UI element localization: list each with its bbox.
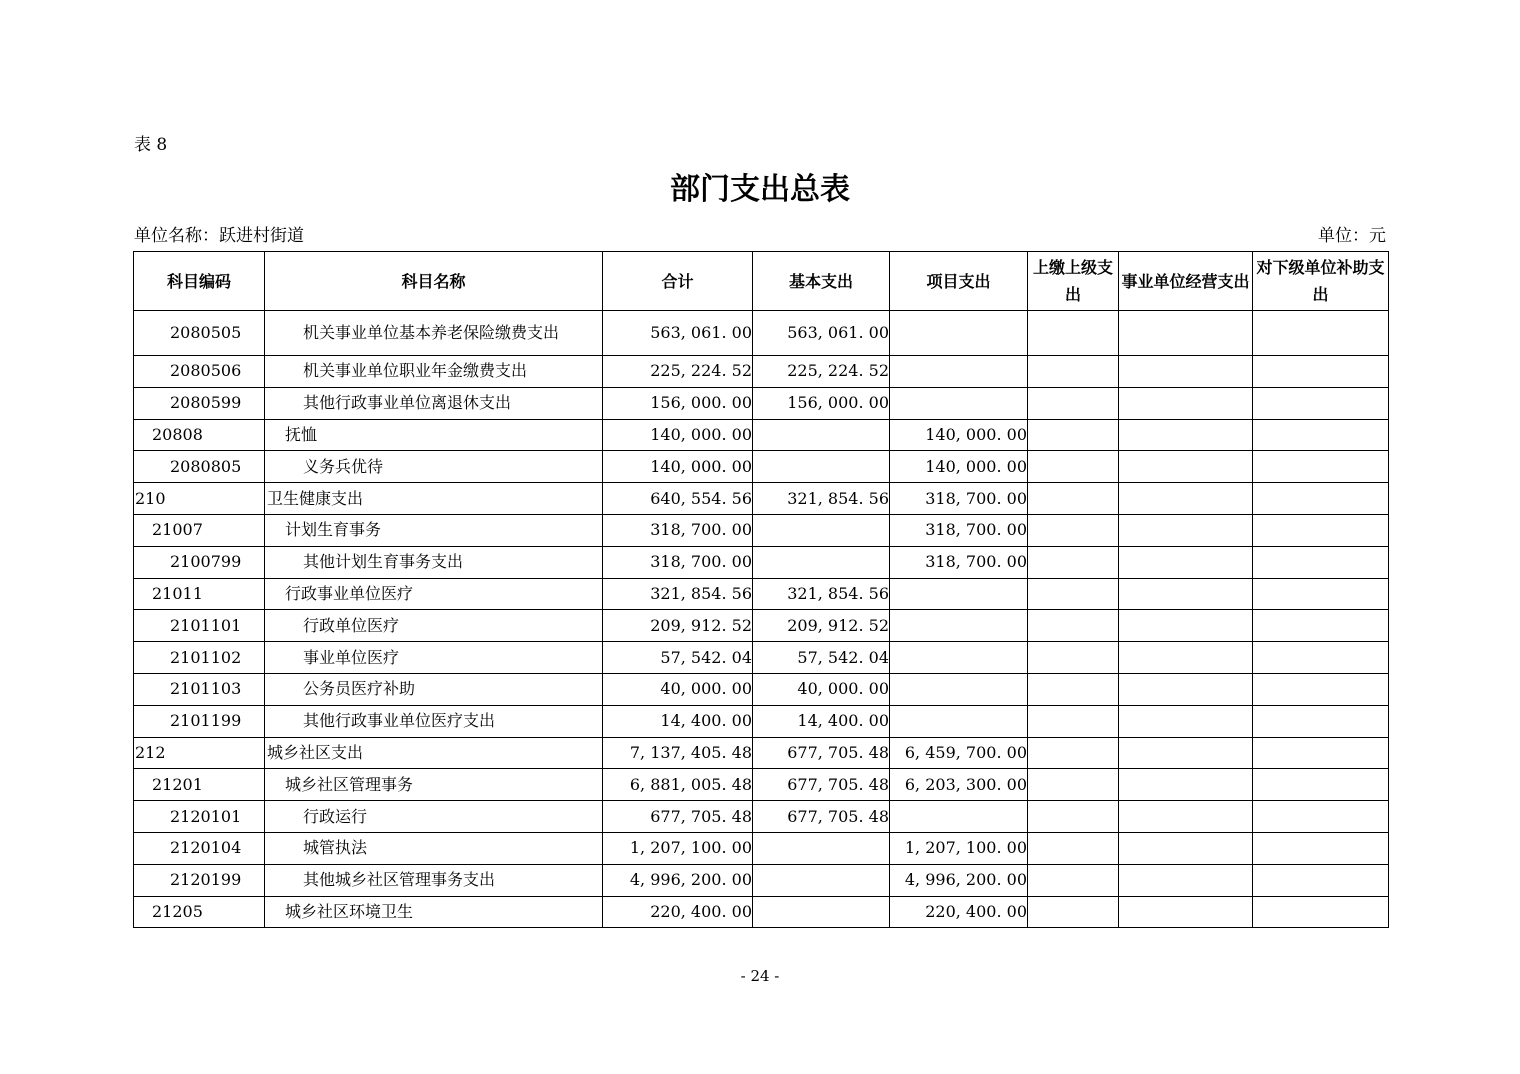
- cell-business: [1119, 356, 1253, 388]
- table-row: [134, 546, 1389, 578]
- cell-total: 4, 996, 200. 00: [603, 864, 753, 896]
- cell-total: 563, 061. 00: [603, 311, 753, 356]
- cell-name: 公务员医疗补助: [265, 673, 603, 705]
- cell-basic: [753, 419, 890, 451]
- cell-total: 1, 207, 100. 00: [603, 832, 753, 864]
- cell-name: 事业单位医疗: [265, 642, 603, 674]
- table-row: [134, 610, 1389, 642]
- page-title: 部门支出总表: [670, 172, 850, 207]
- cell-subsidy: [1253, 673, 1389, 705]
- table-row: [134, 514, 1389, 546]
- cell-total: 209, 912. 52: [603, 610, 753, 642]
- cell-upper: [1028, 705, 1119, 737]
- cell-basic: 57, 542. 04: [753, 642, 890, 674]
- cell-upper: [1028, 864, 1119, 896]
- cell-upper: [1028, 673, 1119, 705]
- cell-upper: [1028, 311, 1119, 356]
- cell-project: 318, 700. 00: [890, 546, 1028, 578]
- cell-total: 321, 854. 56: [603, 578, 753, 610]
- cell-name: 行政单位医疗: [265, 610, 603, 642]
- cell-business: [1119, 737, 1253, 769]
- cell-project: 6, 203, 300. 00: [890, 769, 1028, 801]
- cell-code: 212: [134, 737, 265, 769]
- cell-name: 城乡社区支出: [265, 737, 603, 769]
- cell-basic: 563, 061. 00: [753, 311, 890, 356]
- table-row: [134, 673, 1389, 705]
- cell-upper: [1028, 514, 1119, 546]
- table-row: [134, 896, 1389, 928]
- table-row: [134, 451, 1389, 483]
- cell-project: 4, 996, 200. 00: [890, 864, 1028, 896]
- cell-project: 6, 459, 700. 00: [890, 737, 1028, 769]
- cell-business: [1119, 769, 1253, 801]
- cell-total: 640, 554. 56: [603, 483, 753, 515]
- cell-project: 318, 700. 00: [890, 483, 1028, 515]
- cell-project: [890, 642, 1028, 674]
- table-label: 表 8: [134, 135, 168, 155]
- cell-subsidy: [1253, 864, 1389, 896]
- header-basic: 基本支出: [753, 252, 890, 311]
- unit-name: 单位名称：跃进村街道: [134, 226, 304, 246]
- cell-basic: 321, 854. 56: [753, 578, 890, 610]
- meta-row: [134, 224, 1386, 248]
- cell-business: [1119, 483, 1253, 515]
- cell-subsidy: [1253, 514, 1389, 546]
- table-row: [134, 737, 1389, 769]
- cell-code: 2080599: [134, 387, 265, 419]
- cell-upper: [1028, 387, 1119, 419]
- cell-code: 2120199: [134, 864, 265, 896]
- cell-total: 318, 700. 00: [603, 546, 753, 578]
- cell-basic: 209, 912. 52: [753, 610, 890, 642]
- cell-business: [1119, 705, 1253, 737]
- cell-code: 2101199: [134, 705, 265, 737]
- cell-business: [1119, 832, 1253, 864]
- cell-basic: 14, 400. 00: [753, 705, 890, 737]
- table-row: [134, 356, 1389, 388]
- cell-name: 计划生育事务: [265, 514, 603, 546]
- table-row: [134, 311, 1389, 356]
- cell-total: 318, 700. 00: [603, 514, 753, 546]
- cell-upper: [1028, 769, 1119, 801]
- header-subsidy: 对下级单位补助支出: [1253, 252, 1389, 311]
- cell-upper: [1028, 578, 1119, 610]
- cell-name: 其他计划生育事务支出: [265, 546, 603, 578]
- cell-subsidy: [1253, 578, 1389, 610]
- cell-business: [1119, 311, 1253, 356]
- cell-code: 2120101: [134, 801, 265, 833]
- cell-upper: [1028, 356, 1119, 388]
- cell-subsidy: [1253, 769, 1389, 801]
- cell-name: 义务兵优待: [265, 451, 603, 483]
- cell-business: [1119, 864, 1253, 896]
- cell-code: 21201: [134, 769, 265, 801]
- cell-total: 225, 224. 52: [603, 356, 753, 388]
- cell-basic: 677, 705. 48: [753, 801, 890, 833]
- cell-subsidy: [1253, 737, 1389, 769]
- page-number: - 24 -: [740, 967, 780, 985]
- cell-project: 140, 000. 00: [890, 419, 1028, 451]
- cell-total: 220, 400. 00: [603, 896, 753, 928]
- table-row: [134, 578, 1389, 610]
- cell-code: 2100799: [134, 546, 265, 578]
- cell-code: 2080506: [134, 356, 265, 388]
- cell-project: [890, 705, 1028, 737]
- table-row: [134, 769, 1389, 801]
- cell-name: 机关事业单位基本养老保险缴费支出: [265, 311, 603, 356]
- table-row: [134, 864, 1389, 896]
- header-code: 科目编码: [134, 252, 265, 311]
- cell-basic: 40, 000. 00: [753, 673, 890, 705]
- cell-total: 6, 881, 005. 48: [603, 769, 753, 801]
- cell-name: 其他城乡社区管理事务支出: [265, 864, 603, 896]
- cell-total: 7, 137, 405. 48: [603, 737, 753, 769]
- cell-basic: 321, 854. 56: [753, 483, 890, 515]
- cell-upper: [1028, 483, 1119, 515]
- cell-name: 机关事业单位职业年金缴费支出: [265, 356, 603, 388]
- cell-project: 1, 207, 100. 00: [890, 832, 1028, 864]
- cell-basic: [753, 832, 890, 864]
- header-project: 项目支出: [890, 252, 1028, 311]
- cell-upper: [1028, 737, 1119, 769]
- cell-code: 21011: [134, 578, 265, 610]
- table-row: [134, 832, 1389, 864]
- cell-subsidy: [1253, 610, 1389, 642]
- cell-name: 城乡社区管理事务: [265, 769, 603, 801]
- cell-code: 21007: [134, 514, 265, 546]
- table-row: [134, 419, 1389, 451]
- cell-project: 140, 000. 00: [890, 451, 1028, 483]
- cell-basic: 156, 000. 00: [753, 387, 890, 419]
- cell-basic: [753, 546, 890, 578]
- cell-upper: [1028, 610, 1119, 642]
- cell-project: [890, 610, 1028, 642]
- cell-upper: [1028, 451, 1119, 483]
- cell-basic: [753, 864, 890, 896]
- cell-name: 城乡社区环境卫生: [265, 896, 603, 928]
- cell-basic: [753, 451, 890, 483]
- currency-unit: 单位：元: [1318, 226, 1386, 246]
- cell-name: 抚恤: [265, 419, 603, 451]
- cell-name: 城管执法: [265, 832, 603, 864]
- cell-total: 677, 705. 48: [603, 801, 753, 833]
- cell-subsidy: [1253, 387, 1389, 419]
- cell-total: 156, 000. 00: [603, 387, 753, 419]
- header-total: 合计: [603, 252, 753, 311]
- cell-name: 行政事业单位医疗: [265, 578, 603, 610]
- table-row: [134, 387, 1389, 419]
- cell-basic: [753, 514, 890, 546]
- cell-subsidy: [1253, 451, 1389, 483]
- cell-basic: 677, 705. 48: [753, 737, 890, 769]
- cell-code: 2101103: [134, 673, 265, 705]
- cell-business: [1119, 610, 1253, 642]
- cell-business: [1119, 801, 1253, 833]
- cell-project: 318, 700. 00: [890, 514, 1028, 546]
- header-upper: 上缴上级支出: [1028, 252, 1119, 311]
- cell-project: 220, 400. 00: [890, 896, 1028, 928]
- cell-upper: [1028, 546, 1119, 578]
- cell-business: [1119, 546, 1253, 578]
- table-row: [134, 642, 1389, 674]
- cell-project: [890, 356, 1028, 388]
- cell-basic: 677, 705. 48: [753, 769, 890, 801]
- cell-subsidy: [1253, 419, 1389, 451]
- cell-upper: [1028, 419, 1119, 451]
- cell-code: 20808: [134, 419, 265, 451]
- cell-total: 40, 000. 00: [603, 673, 753, 705]
- table-row: [134, 801, 1389, 833]
- cell-code: 210: [134, 483, 265, 515]
- cell-total: 57, 542. 04: [603, 642, 753, 674]
- header-business: 事业单位经营支出: [1119, 252, 1253, 311]
- table-row: [134, 705, 1389, 737]
- cell-code: 2101102: [134, 642, 265, 674]
- cell-name: 行政运行: [265, 801, 603, 833]
- expense-table: [133, 251, 1389, 928]
- cell-code: 2120104: [134, 832, 265, 864]
- cell-basic: 225, 224. 52: [753, 356, 890, 388]
- cell-business: [1119, 578, 1253, 610]
- cell-business: [1119, 419, 1253, 451]
- header-name: 科目名称: [265, 252, 603, 311]
- cell-subsidy: [1253, 705, 1389, 737]
- cell-subsidy: [1253, 356, 1389, 388]
- cell-business: [1119, 642, 1253, 674]
- cell-project: [890, 311, 1028, 356]
- cell-code: 2080505: [134, 311, 265, 356]
- cell-business: [1119, 451, 1253, 483]
- cell-upper: [1028, 642, 1119, 674]
- cell-project: [890, 673, 1028, 705]
- cell-subsidy: [1253, 483, 1389, 515]
- cell-name: 卫生健康支出: [265, 483, 603, 515]
- cell-total: 140, 000. 00: [603, 419, 753, 451]
- cell-subsidy: [1253, 546, 1389, 578]
- cell-upper: [1028, 896, 1119, 928]
- cell-name: 其他行政事业单位医疗支出: [265, 705, 603, 737]
- cell-subsidy: [1253, 311, 1389, 356]
- cell-project: [890, 387, 1028, 419]
- cell-name: 其他行政事业单位离退休支出: [265, 387, 603, 419]
- cell-code: 21205: [134, 896, 265, 928]
- cell-total: 14, 400. 00: [603, 705, 753, 737]
- cell-business: [1119, 673, 1253, 705]
- cell-business: [1119, 896, 1253, 928]
- cell-upper: [1028, 832, 1119, 864]
- cell-subsidy: [1253, 801, 1389, 833]
- cell-business: [1119, 387, 1253, 419]
- cell-project: [890, 801, 1028, 833]
- cell-subsidy: [1253, 832, 1389, 864]
- cell-code: 2101101: [134, 610, 265, 642]
- table-body: [134, 311, 1389, 928]
- cell-subsidy: [1253, 642, 1389, 674]
- table-header-row: [134, 252, 1389, 311]
- cell-total: 140, 000. 00: [603, 451, 753, 483]
- cell-upper: [1028, 801, 1119, 833]
- cell-project: [890, 578, 1028, 610]
- cell-business: [1119, 514, 1253, 546]
- cell-subsidy: [1253, 896, 1389, 928]
- cell-basic: [753, 896, 890, 928]
- cell-code: 2080805: [134, 451, 265, 483]
- table-row: [134, 483, 1389, 515]
